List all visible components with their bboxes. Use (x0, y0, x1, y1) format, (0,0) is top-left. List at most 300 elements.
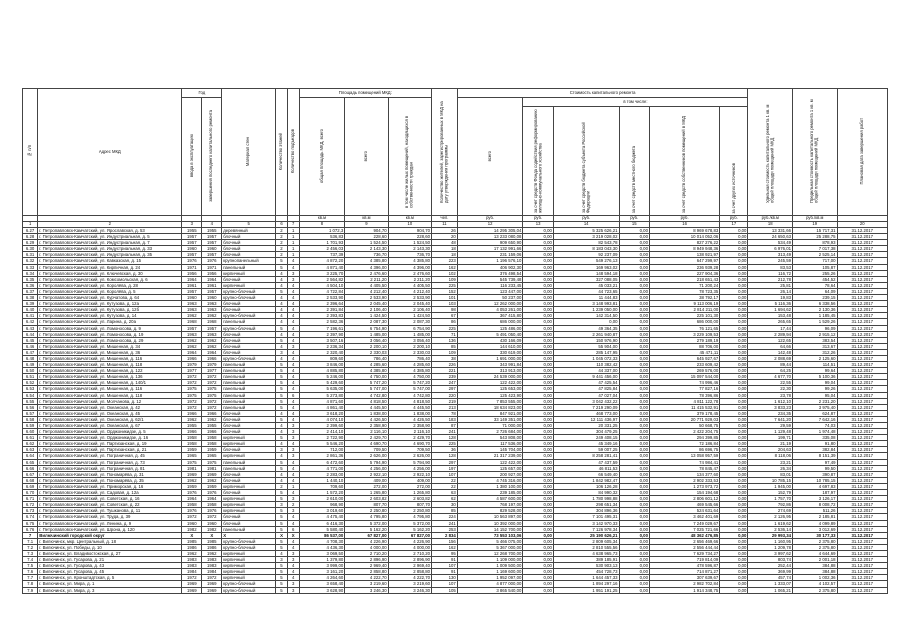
table-cell: г. Петропавловск-Камчатский, ул. Труда, д. 39 (38, 514, 182, 520)
table-cell: блочный (222, 343, 276, 349)
table-cell: 4 (287, 544, 299, 550)
table-cell: 0,00 (619, 276, 649, 282)
table-cell: 272,00 (345, 483, 388, 489)
table-cell: г. Вилючинск, мкр. Центральный, д. 18 (38, 538, 182, 544)
table-cell: 1972 (202, 575, 222, 581)
table-cell: 719 814,09 (649, 557, 719, 563)
table-cell: 0,00 (720, 258, 748, 264)
table-cell: 4 697,83 (792, 483, 837, 489)
table-cell: 1958 (182, 502, 202, 508)
table-cell: 3 (287, 435, 299, 441)
table-cell: 1 524,50 (388, 240, 431, 246)
table-cell: 1962 (202, 343, 222, 349)
table-cell: 5 (276, 392, 288, 398)
table-cell: 31.12.2017 (837, 398, 887, 404)
table-cell: 1 239 050,00 (553, 307, 619, 313)
table-cell: г. Петропавловск-Камчатский, ул. Кутузова, д. 12б (38, 307, 182, 313)
unit-cell: чел. (432, 216, 458, 222)
table-cell: 0,00 (720, 288, 748, 294)
table-cell: г. Вилючинск, ул. Гусарова, д. 21 (38, 557, 182, 563)
table-cell: 792,86 (748, 502, 793, 508)
column-number-cell: 15 (619, 222, 649, 228)
table-cell: 0,00 (720, 490, 748, 496)
table-cell: 2 626,00 (388, 453, 431, 459)
col-header-area-group: Площадь помещений МКД: (299, 89, 431, 98)
unit-cell: руб. (720, 216, 748, 222)
table-cell: 2 330,03 (388, 349, 431, 355)
table-cell: 5 162,20 (388, 526, 431, 532)
table-cell: 86 696,75 (649, 447, 719, 453)
unit-cell: руб. (649, 216, 719, 222)
table-cell: 17,44 (748, 325, 793, 331)
table-cell: г. Петропавловск-Камчатский, ул. Мишенная, д. 36 (38, 349, 182, 355)
table-cell: г. Петропавловск-Камчатский, ул. Мишенная, д. 122 (38, 368, 182, 374)
table-cell: 2 422 204,75 (649, 429, 719, 435)
table-cell: 4 587 600,00 (457, 496, 523, 502)
table-cell: 0,00 (720, 447, 748, 453)
table-cell: 0,00 (523, 477, 553, 483)
table-cell: 909 650,90 (457, 240, 523, 246)
table-cell: 0,00 (720, 337, 748, 343)
table-cell: г. Петропавловск-Камчатский, ул. Королёва, д. 28 (38, 282, 182, 288)
table-cell: 0,00 (523, 228, 553, 234)
table-cell: 4 (287, 368, 299, 374)
table-cell: 0,00 (523, 514, 553, 520)
table-cell: 1 (287, 228, 299, 234)
table-cell: 0,00 (523, 416, 553, 422)
table-cell: 7 853 555,00 (457, 398, 523, 404)
table-cell: 99,26 (792, 386, 837, 392)
table-cell: 0,00 (619, 435, 649, 441)
table-cell: 91 (432, 569, 458, 575)
table-cell: 4 396,00 (345, 264, 388, 270)
table-cell: 4 (287, 520, 299, 526)
table-cell: 3 833,23 (748, 404, 793, 410)
table-cell: 6.43 (23, 325, 38, 331)
table-cell: 38 (432, 355, 458, 361)
table-cell: 18 634 823,00 (457, 404, 523, 410)
table-cell: 1957 (182, 252, 202, 258)
table-cell: 236 939,28 (649, 264, 719, 270)
table-cell: 225 (432, 441, 458, 447)
table-cell: 0,00 (619, 557, 649, 563)
table-cell: 1982 (182, 526, 202, 532)
table-cell: 1975 (182, 392, 202, 398)
table-cell: 5 466 075,00 (457, 538, 523, 544)
table-cell: 1964 (202, 349, 222, 355)
table-cell: 3 462 401,69 (649, 514, 719, 520)
table-cell: 107 (432, 581, 458, 587)
table-cell: 1972 (182, 404, 202, 410)
table-cell: 6 976,01 (748, 246, 793, 252)
table-cell: 84 990,32 (553, 490, 619, 496)
table-cell: 1971 (202, 264, 222, 270)
table-cell: 2 106,40 (345, 307, 388, 313)
table-cell: 3 (276, 557, 288, 563)
table-cell: 5 (276, 374, 288, 380)
table-cell: г. Петропавловск-Камчатский, ул. Пограничная, д. 73 (38, 459, 182, 465)
table-cell: 1957 (202, 288, 222, 294)
table-cell: 0,00 (720, 380, 748, 386)
table-cell: 2 143,30 (388, 246, 431, 252)
table-cell: 3 (287, 447, 299, 453)
column-number-cell: 1 (23, 222, 38, 228)
table-cell: 5 (276, 288, 288, 294)
table-cell: 1968 (182, 319, 202, 325)
table-cell: 768 197,00 (457, 502, 523, 508)
table-cell: 31.12.2017 (837, 343, 887, 349)
table-cell: 2 087,30 (345, 319, 388, 325)
table-cell: 406 902,30 (457, 264, 523, 270)
table-cell: 220 (432, 392, 458, 398)
table-cell: кирпичный (222, 557, 276, 563)
table-cell: 4 877 000,00 (457, 581, 523, 587)
table-cell: г. Петропавловск-Камчатский, ул. Океанская, д. 67 (38, 423, 182, 429)
table-cell: 0,00 (523, 544, 553, 550)
table-cell: 0,00 (523, 441, 553, 447)
table-cell: 2 087,30 (388, 319, 431, 325)
table-cell: 1 914 348,75 (649, 587, 719, 593)
table-cell: 0,00 (619, 587, 649, 593)
table-cell: 2 211,20 (345, 276, 388, 282)
table-cell: г. Петропавловск-Камчатский, ул. Мишенная, д. 116 (38, 386, 182, 392)
table-cell: 2 525,14 (792, 252, 837, 258)
table-cell: 5 (276, 368, 288, 374)
table-cell: 0,00 (523, 581, 553, 587)
table-cell: 0,00 (720, 228, 748, 234)
table-cell: 4 (287, 471, 299, 477)
table-cell: 31.12.2017 (837, 557, 887, 563)
table-cell: 2 858,80 (345, 569, 388, 575)
column-number-cell: 17 (720, 222, 748, 228)
table-cell: 0,00 (720, 325, 748, 331)
table-cell: 2 969,40 (345, 563, 388, 569)
table-cell: 31.12.2017 (837, 447, 887, 453)
table-cell: 218 651,43 (649, 276, 719, 282)
table-cell: 313 913,00 (457, 368, 523, 374)
table-cell: 0,00 (619, 575, 649, 581)
table-cell: 0,00 (523, 337, 553, 343)
table-cell: 123 447,00 (457, 288, 523, 294)
table-cell: 4 (287, 337, 299, 343)
table-cell: 134 377,60 (649, 471, 719, 477)
table-cell: г. Петропавловск-Камчатский, ул. Мишенная, д. 34 (38, 343, 182, 349)
table-cell: 5 246,00 (299, 374, 345, 380)
table-cell: 297 (432, 386, 458, 392)
table-cell: 1972 (182, 380, 202, 386)
table-cell: 2 143,30 (345, 246, 388, 252)
table-cell: 3 (287, 429, 299, 435)
table-cell: 2 106,40 (388, 307, 431, 313)
table-cell: 1 185,45 (792, 313, 837, 319)
table-cell: 4 (276, 270, 288, 276)
table-cell: 545 739,48 (457, 276, 523, 282)
unit-cell: кв.м (345, 216, 388, 222)
table-cell: 6.52 (23, 380, 38, 386)
table-cell: 97,49 (792, 459, 837, 465)
table-cell: 225 (432, 282, 458, 288)
table-cell: 1960 (202, 520, 222, 526)
table-cell: г. Петропавловск-Камчатский, ул. Океанская, д. 42 (38, 404, 182, 410)
table-cell: 125 657,00 (457, 465, 523, 471)
table-cell: 0,00 (720, 295, 748, 301)
table-cell: 87 (432, 423, 458, 429)
table-cell: 2 211,20 (388, 276, 431, 282)
table-cell: 1969 (202, 581, 222, 587)
table-cell: 2 200,10 (345, 343, 388, 349)
table-cell: 1 333,07 (748, 581, 793, 587)
table-cell: 162 (432, 264, 458, 270)
table-cell: 297 (432, 459, 458, 465)
table-cell: 1 757,70 (748, 496, 793, 502)
table-cell: 4 (287, 325, 299, 331)
table-cell: 2 806 601,12 (649, 496, 719, 502)
table-cell: 4 (276, 550, 288, 556)
table-row (23, 587, 888, 593)
table-cell: 44 337,00 (553, 368, 619, 374)
table-cell: 12 111 436,97 (553, 416, 619, 422)
table-cell: кирпичный (222, 441, 276, 447)
table-cell: 0,00 (619, 240, 649, 246)
table-cell: 15 717,31 (792, 228, 837, 234)
table-cell: 1969 (202, 471, 222, 477)
table-cell: 1975 (202, 386, 222, 392)
table-cell: 786,40 (345, 355, 388, 361)
table-cell: 0,00 (523, 355, 553, 361)
table-cell: 1962 (182, 550, 202, 556)
table-cell: 534,49 (748, 240, 793, 246)
table-cell: г. Петропавловск-Камчатский, ул. Океанская, д. 62/1 (38, 416, 182, 422)
table-cell: 878,93 (792, 240, 837, 246)
col-header-address: Адрес МКД (38, 89, 182, 216)
table-cell: 5 367 000,00 (457, 544, 523, 550)
table-cell: 25,81 (748, 282, 793, 288)
table-cell: 3 219,60 (388, 581, 431, 587)
table-cell: 2 330,03 (345, 349, 388, 355)
table-cell: 4 226,90 (345, 538, 388, 544)
table-cell: 31.12.2017 (837, 477, 887, 483)
table-cell: 6.48 (23, 355, 38, 361)
table-cell: 83,53 (748, 264, 793, 270)
col-header-cost-subject: за счет средств бюджета субъекта Российской Федерации (553, 107, 619, 216)
table-cell: 0,00 (720, 520, 748, 526)
table-cell: 4 (287, 538, 299, 544)
table-cell: 330 619,00 (457, 349, 523, 355)
table-cell: 31.12.2017 (837, 307, 887, 313)
table-cell: 31.12.2017 (837, 240, 887, 246)
table-cell: 6.60 (23, 429, 38, 435)
table-cell: 99,50 (792, 465, 837, 471)
table-cell: 33 149 351,00 (457, 416, 523, 422)
table-cell: 3 126,17 (792, 496, 837, 502)
col-header-no: № п/п (23, 89, 38, 216)
table-cell: г. Петропавловск-Камчатский, ул. Королёва, д. 5 (38, 288, 182, 294)
table-cell: 6.59 (23, 423, 38, 429)
table-cell: 7 629 734,27 (649, 550, 719, 556)
table-cell: 1964 (202, 276, 222, 282)
table-cell: 23,78 (748, 392, 793, 398)
table-cell: 3 229 109,53 (649, 331, 719, 337)
table-cell: 1972 (182, 398, 202, 404)
table-cell: 0,00 (619, 490, 649, 496)
table-cell: 11 415 532,91 (649, 404, 719, 410)
table-cell: 228,60 (388, 234, 431, 240)
table-cell: 2 429,70 (345, 435, 388, 441)
table-cell: 3 (287, 550, 299, 556)
table-cell: 46 811,53 (553, 465, 619, 471)
table-cell: 199,71 (748, 435, 793, 441)
table-cell: 20 331,25 (553, 423, 619, 429)
table-cell: 1966 (202, 429, 222, 435)
table-cell: 6.37 (23, 288, 38, 294)
table-cell: 31.12.2017 (837, 362, 887, 368)
table-cell: г. Вилючинск, ул. Мира, д. 1 (38, 581, 182, 587)
table-cell: г. Петропавловск-Камчатский, ул. Шрона, д. 120 (38, 526, 182, 532)
table-cell: 4 872,20 (299, 258, 345, 264)
table-cell: 0,00 (720, 429, 748, 435)
table-cell: 7.7 (23, 575, 38, 581)
table-cell: 647 299,97 (649, 258, 719, 264)
table-cell: 0,00 (523, 520, 553, 526)
table-cell: 6.47 (23, 349, 38, 355)
table-cell: 6.33 (23, 264, 38, 270)
table-cell: блочный (222, 514, 276, 520)
table-cell: 2 358,90 (388, 423, 431, 429)
table-cell: 5 (276, 416, 288, 422)
table-cell: 31.12.2017 (837, 331, 887, 337)
table-cell: 3 246,30 (345, 587, 388, 593)
table-cell: 2 922,10 (345, 471, 388, 477)
table-cell: 1 072,3 (299, 228, 345, 234)
table-cell: 1 424,50 (388, 313, 431, 319)
table-cell: 1 485,00 (388, 331, 431, 337)
table-cell: 7 641,20 (748, 416, 793, 422)
table-cell: 343 991,84 (457, 362, 523, 368)
table-cell: 1977 (182, 368, 202, 374)
table-cell: 409,00 (388, 477, 431, 483)
table-cell: 31.12.2017 (837, 228, 887, 234)
table-cell: 0,00 (720, 532, 748, 538)
table-cell: 4 426,50 (388, 416, 431, 422)
table-cell: 0,00 (720, 477, 748, 483)
table-cell: X (202, 532, 222, 538)
table-cell: 1972 (182, 575, 202, 581)
table-cell: 1969 (202, 587, 222, 593)
table-cell: 1981 (202, 465, 222, 471)
column-number-cell: 14 (553, 222, 619, 228)
table-cell: 47 425,54 (553, 380, 619, 386)
table-cell: 1963 (182, 331, 202, 337)
document-sheet (22, 88, 888, 594)
table-cell: 1959 (182, 447, 202, 453)
table-cell: 1 838,00 (388, 410, 431, 416)
table-cell: 827 276,22 (649, 240, 719, 246)
table-cell: 2 289,94 (748, 331, 793, 337)
table-cell: 4 226,90 (388, 538, 431, 544)
table-cell: 5 372,00 (345, 520, 388, 526)
table-cell: 6 754,90 (345, 325, 388, 331)
table-cell: блочный (222, 331, 276, 337)
table-cell: блочный (222, 471, 276, 477)
table-cell: 5 747,00 (345, 386, 388, 392)
table-cell: 31.12.2017 (837, 288, 887, 294)
table-cell: 4 053 261,00 (457, 307, 523, 313)
table-cell: 0,00 (619, 477, 649, 483)
table-cell: 0,00 (523, 526, 553, 532)
table-cell: 1971 (182, 264, 202, 270)
table-cell: 0,00 (523, 429, 553, 435)
table-cell: 0,00 (619, 471, 649, 477)
table-cell: 1972 (202, 380, 222, 386)
table-cell: г. Петропавловск-Камчатский, ул. Кавказская, д. 15 (38, 258, 182, 264)
table-cell: 22 (432, 483, 458, 489)
table-cell: панельный (222, 404, 276, 410)
table-cell: 31.12.2017 (837, 380, 887, 386)
table-cell: 31.12.2017 (837, 508, 887, 514)
table-cell: 89,44 (748, 362, 793, 368)
table-cell: 1964 (182, 496, 202, 502)
table-cell: 239 (432, 374, 458, 380)
table-cell: 21 317 239,00 (457, 453, 523, 459)
table-cell: 72 186,84 (649, 441, 719, 447)
table-cell: 1963 (182, 301, 202, 307)
table-cell: 2 125,60 (792, 355, 837, 361)
table-cell: 18 (432, 246, 458, 252)
table-cell: 4 405,50 (388, 282, 431, 288)
table-cell: 0,00 (619, 325, 649, 331)
table-cell: 6.31 (23, 252, 38, 258)
table-cell: 91 (432, 557, 458, 563)
table-cell: 2 126,95 (748, 514, 793, 520)
table-cell: 5 162,20 (345, 526, 388, 532)
table-cell: 0,00 (619, 550, 649, 556)
table-cell: 2 429,70 (388, 435, 431, 441)
table-cell: 1976 (202, 508, 222, 514)
table-cell: 142,48 (748, 349, 793, 355)
table-cell: 6.55 (23, 398, 38, 404)
table-cell: 1957 (182, 234, 202, 240)
table-cell: 1969 (182, 587, 202, 593)
table-cell: 269 576,00 (649, 368, 719, 374)
table-cell: 0,00 (523, 575, 553, 581)
table-cell: 145 704,00 (457, 447, 523, 453)
table-cell: 6.46 (23, 343, 38, 349)
table-cell: 4 742,80 (345, 392, 388, 398)
table-cell: 1958 (182, 441, 202, 447)
table-cell: 5 794,90 (345, 459, 388, 465)
table-cell: 1 838,00 (345, 410, 388, 416)
table-cell: 255,26 (792, 270, 837, 276)
table-cell: 5 (276, 520, 288, 526)
table-cell: 468 773,00 (553, 410, 619, 416)
table-cell: 4 445,50 (345, 404, 388, 410)
table-cell: 1 951 191,25 (553, 587, 619, 593)
table-cell: 0,00 (523, 276, 553, 282)
col-header-area-nonres: в том числе жилых помещений, находящихся в собственности граждан (388, 98, 431, 216)
table-cell: 6.54 (23, 392, 38, 398)
table-cell: г. Петропавловск-Камчатский, ул. Кутузова, д. 12а (38, 301, 182, 307)
table-cell: 1985 (182, 538, 202, 544)
table-cell: 6.38 (23, 295, 38, 301)
table-cell: 2 915,12 (792, 331, 837, 337)
table-cell: 30 177,33 (792, 532, 837, 538)
table-cell: 3 628,90 (299, 587, 345, 593)
table-cell: 31.12.2017 (837, 282, 887, 288)
table-cell: 6.49 (23, 362, 38, 368)
table-cell: 307 639,67 (649, 575, 719, 581)
table-cell: 241 (432, 520, 458, 526)
table-cell: 25 288,75 (792, 234, 837, 240)
